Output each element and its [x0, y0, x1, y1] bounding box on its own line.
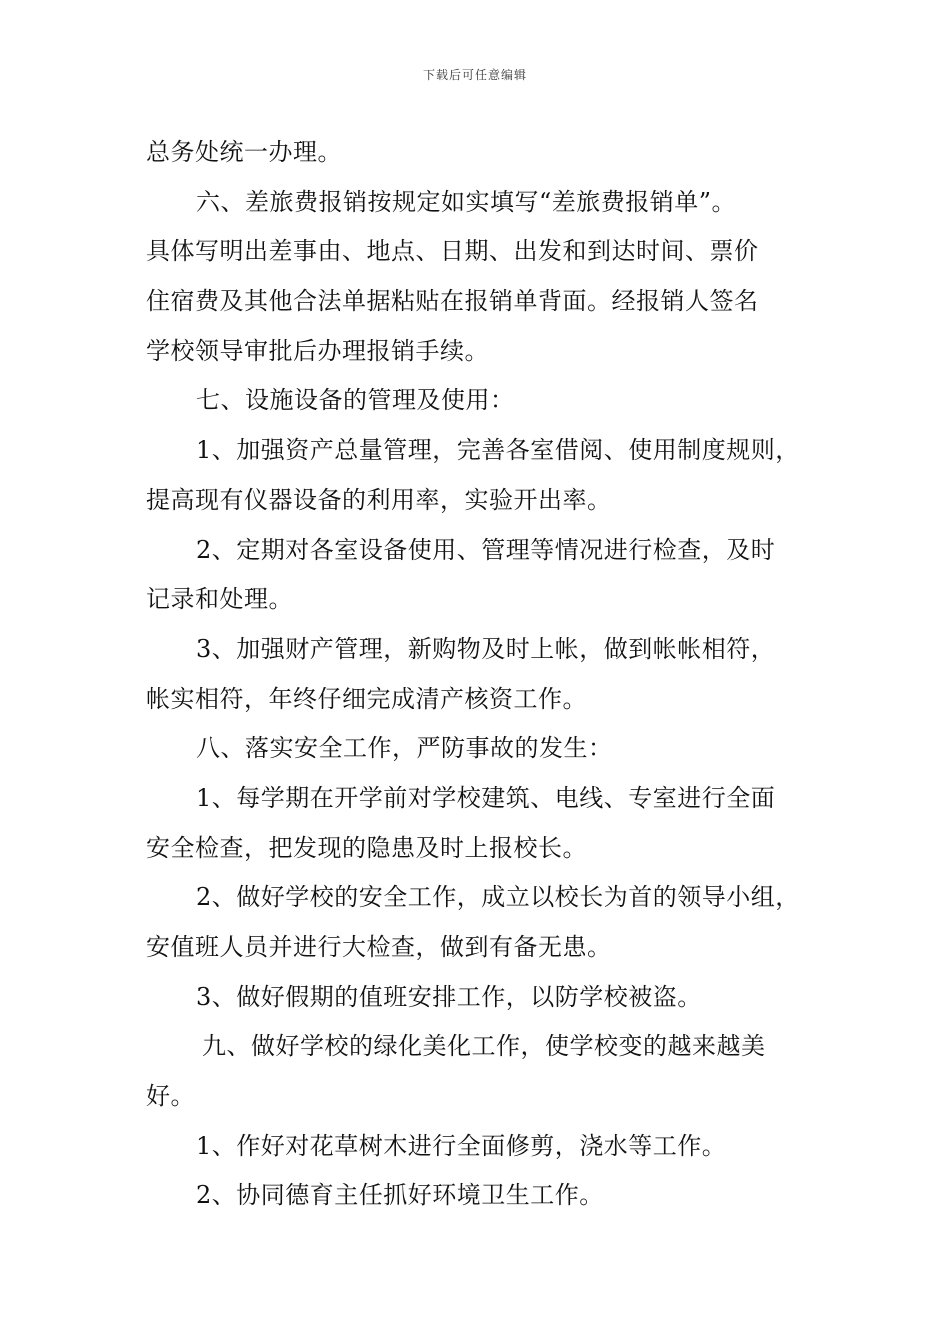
text-line: 好。: [146, 1082, 195, 1111]
list-item: 2、做好学校的安全工作，成立以校长为首的领导小组，: [196, 883, 800, 912]
text-line: 安全检查，把发现的隐患及时上报校长。: [146, 833, 587, 862]
section-heading: 八、落实安全工作，严防事故的发生：: [196, 734, 613, 763]
text-line: 安值班人员并进行大检查，做到有备无患。: [146, 933, 612, 961]
section-heading: 七、设施设备的管理及使用：: [196, 386, 515, 415]
list-item: 1、加强资产总量管理，完善各室借阅、使用制度规则，: [196, 436, 800, 465]
text-line: 记录和处理。: [146, 585, 293, 614]
section-heading: 六、差旅费报销按规定如实填写“差旅费报销单”。: [196, 187, 737, 216]
list-item: 3、加强财产管理，新购物及时上帐，做到帐帐相符，: [196, 634, 776, 663]
list-item: 2、协同德育主任抓好环境卫生工作。: [196, 1181, 604, 1210]
page-header-note: 下载后可任意编辑: [422, 68, 527, 82]
text-line: 帐实相符，年终仔细完成清产核资工作。: [146, 684, 587, 713]
text-line: 具体写明出差事由、地点、日期、出发和到达时间、票价: [146, 237, 759, 266]
section-heading: 九、做好学校的绿化美化工作，使学校变的越来越美: [202, 1032, 766, 1061]
text-line: 总务处统一办理。: [146, 138, 342, 166]
list-item: 3、做好假期的值班安排工作，以防学校被盗。: [196, 982, 702, 1011]
document-body: [146, 128, 826, 1221]
list-item: 2、定期对各室设备使用、管理等情况进行检查，及时: [196, 535, 776, 564]
text-line: 住宿费及其他合法单据粘贴在报销单背面。经报销人签名: [146, 287, 759, 316]
text-line: 学校领导审批后办理报销手续。: [146, 336, 489, 365]
list-item: 1、作好对花草树木进行全面修剪，浇水等工作。: [196, 1131, 727, 1160]
list-item: 1、每学期在开学前对学校建筑、电线、专室进行全面: [196, 783, 776, 812]
text-line: 提高现有仪器设备的利用率，实验开出率。: [146, 485, 612, 514]
